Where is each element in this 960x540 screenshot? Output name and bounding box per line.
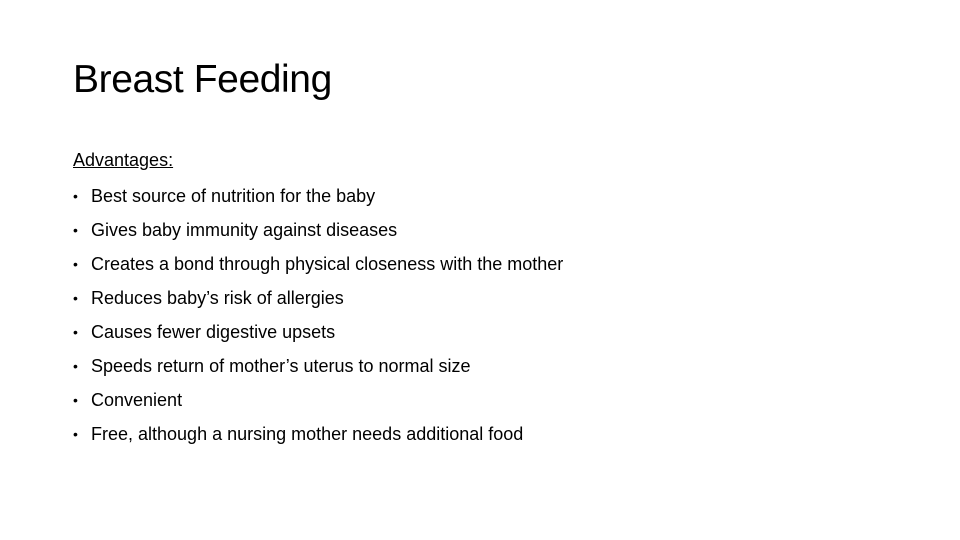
list-item-text: Best source of nutrition for the baby	[91, 186, 376, 206]
list-item-text: Convenient	[91, 390, 183, 410]
list-item-text: Causes fewer digestive upsets	[91, 322, 336, 342]
bullet-icon: •	[73, 358, 78, 374]
list-item	[73, 247, 893, 281]
list-item-text: Reduces baby’s risk of allergies	[91, 288, 344, 308]
bullet-icon: •	[73, 426, 78, 442]
list-item-text: Gives baby immunity against diseases	[91, 220, 398, 240]
bullet-icon: •	[73, 392, 78, 408]
list-item	[73, 383, 893, 417]
advantages-list	[73, 179, 893, 451]
list-item	[73, 179, 893, 213]
list-item	[73, 213, 893, 247]
bullet-icon: •	[73, 256, 78, 272]
list-item	[73, 349, 893, 383]
bullet-icon: •	[73, 290, 78, 306]
list-item	[73, 315, 893, 349]
list-item	[73, 417, 893, 451]
bullet-icon: •	[73, 188, 78, 204]
bullet-icon: •	[73, 222, 78, 238]
slide-title: Breast Feeding	[73, 58, 332, 101]
slide-body	[73, 146, 893, 451]
list-item-text: Speeds return of mother’s uterus to normal size	[91, 356, 471, 376]
bullet-icon: •	[73, 324, 78, 340]
advantages-heading: Advantages:	[73, 150, 174, 170]
list-item-text: Free, although a nursing mother needs additional food	[91, 424, 524, 444]
list-item	[73, 281, 893, 315]
list-item-text: Creates a bond through physical closeness with the mother	[91, 254, 564, 274]
